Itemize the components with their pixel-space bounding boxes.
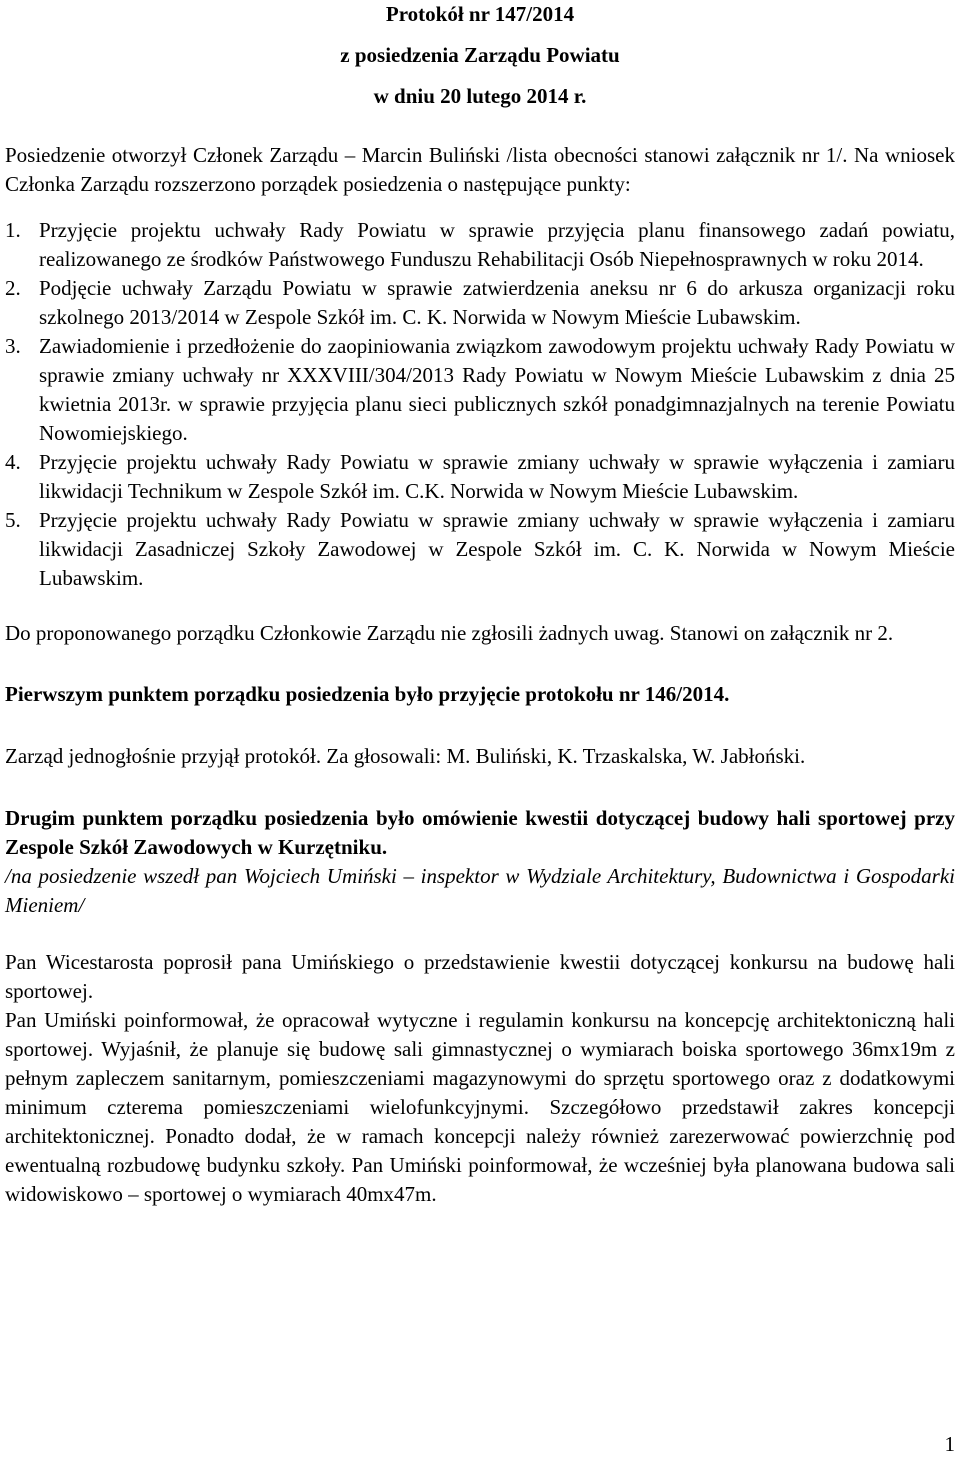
list-item-number: 3. [5,334,21,358]
list-item-text: Przyjęcie projektu uchwały Rady Powiatu w sprawie zmiany uchwały w sprawie wyłączenia i zamiaru likwidacji Zasadniczej Szkoły Zawodowej w Zespole Szkół im. C. K. Norwida w Nowym Mieście Lubawskim. [39,508,955,590]
point1-vote: Zarząd jednogłośnie przyjął protokół. Za głosowali: M. Buliński, K. Trzaskalska, W. Jabłoński. [5,744,806,768]
list-item [5,216,955,274]
list-item-number: 1. [5,218,21,242]
document-title: Protokół nr 147/2014 [385,2,575,26]
list-item [5,274,955,332]
list-item [5,448,955,506]
document-subtitle: z posiedzenia Zarządu Powiatu [340,43,620,67]
agenda-list [5,216,955,593]
list-item-number: 5. [5,508,21,532]
page-number: 1 [944,1432,955,1456]
list-item-text: Zawiadomienie i przedłożenie do zaopiniowania związkom zawodowym projektu uchwały Rady Powiatu w sprawie zmiany uchwały nr XXXVIII/304/2013 Rady Powiatu w Nowym Mieście Lubawskim z dnia 25 kwietnia 2013r. w sprawie przyjęcia planu sieci publicznych szkół ponadgimnazjalnych na terenie Powiatu Nowomiejskiego. [39,334,955,445]
list-item-text: Przyjęcie projektu uchwały Rady Powiatu w sprawie zmiany uchwały w sprawie wyłączenia i zamiaru likwidacji Technikum w Zespole Szkół im. C.K. Norwida w Nowym Mieście Lubawskim. [39,450,955,503]
point1-heading: Pierwszym punktem porządku posiedzenia było przyjęcie protokołu nr 146/2014. [5,682,730,706]
intro-paragraph: Posiedzenie otworzył Członek Zarządu – Marcin Buliński /lista obecności stanowi załącznik nr 1/. Na wniosek Członka Zarządu rozszerzono porządek posiedzenia o następujące punkty: [5,143,955,196]
list-item [5,506,955,593]
point2-heading: Drugim punktem porządku posiedzenia było omówienie kwestii dotyczącej budowy hali sportowej przy Zespole Szkół Zawodowych w Kurzętniku. [5,806,955,859]
list-item-text: Podjęcie uchwały Zarządu Powiatu w sprawie zatwierdzenia aneksu nr 6 do arkusza organizacji roku szkolnego 2013/2014 w Zespole Szkół im. C. K. Norwida w Nowym Mieście Lubawskim. [39,276,955,329]
document-page [5,0,955,1209]
document-date: w dniu 20 lutego 2014 r. [373,84,587,108]
remarks-paragraph: Do proponowanego porządku Członkowie Zarządu nie zgłosili żadnych uwag. Stanowi on załącznik nr 2. [5,621,894,645]
info-paragraph: Pan Umiński poinformował, że opracował wytyczne i regulamin konkursu na koncepcję architektoniczną hali sportowej. Wyjaśnił, że planuje się budowę sali gimnastycznej o wymiarach boiska sportowego 36mx19m z pełnym zapleczem sanitarnym, pomieszczeniami magazynowymi do sprzętu sportowego oraz z dodatkowymi minimum czterema pomieszczeniami wielofunkcyjnymi. Szczegółowo przedstawił zakres koncepcji architektonicznej. Ponadto dodał, że w ramach koncepcji należy również zarezerwować powierzchnię pod ewentualną rozbudowę budynku szkoły. Pan Umiński poinformował, że wcześniej była planowana budowa sali widowiskowo – sportowej o wymiarach 40mx47m. [5,1008,955,1206]
list-item [5,332,955,448]
list-item-number: 2. [5,276,21,300]
request-paragraph: Pan Wicestarosta poprosił pana Umińskiego o przedstawienie kwestii dotyczącej konkursu na budowę hali sportowej. [5,950,955,1003]
list-item-number: 4. [5,450,21,474]
list-item-text: Przyjęcie projektu uchwały Rady Powiatu w sprawie przyjęcia planu finansowego zadań powiatu, realizowanego ze środków Państwowego Funduszu Rehabilitacji Osób Niepełnosprawnych w roku 2014. [39,218,955,271]
point2-note: /na posiedzenie wszedł pan Wojciech Umiński – inspektor w Wydziale Architektury, Budownictwa i Gospodarki Mieniem/ [5,864,955,917]
